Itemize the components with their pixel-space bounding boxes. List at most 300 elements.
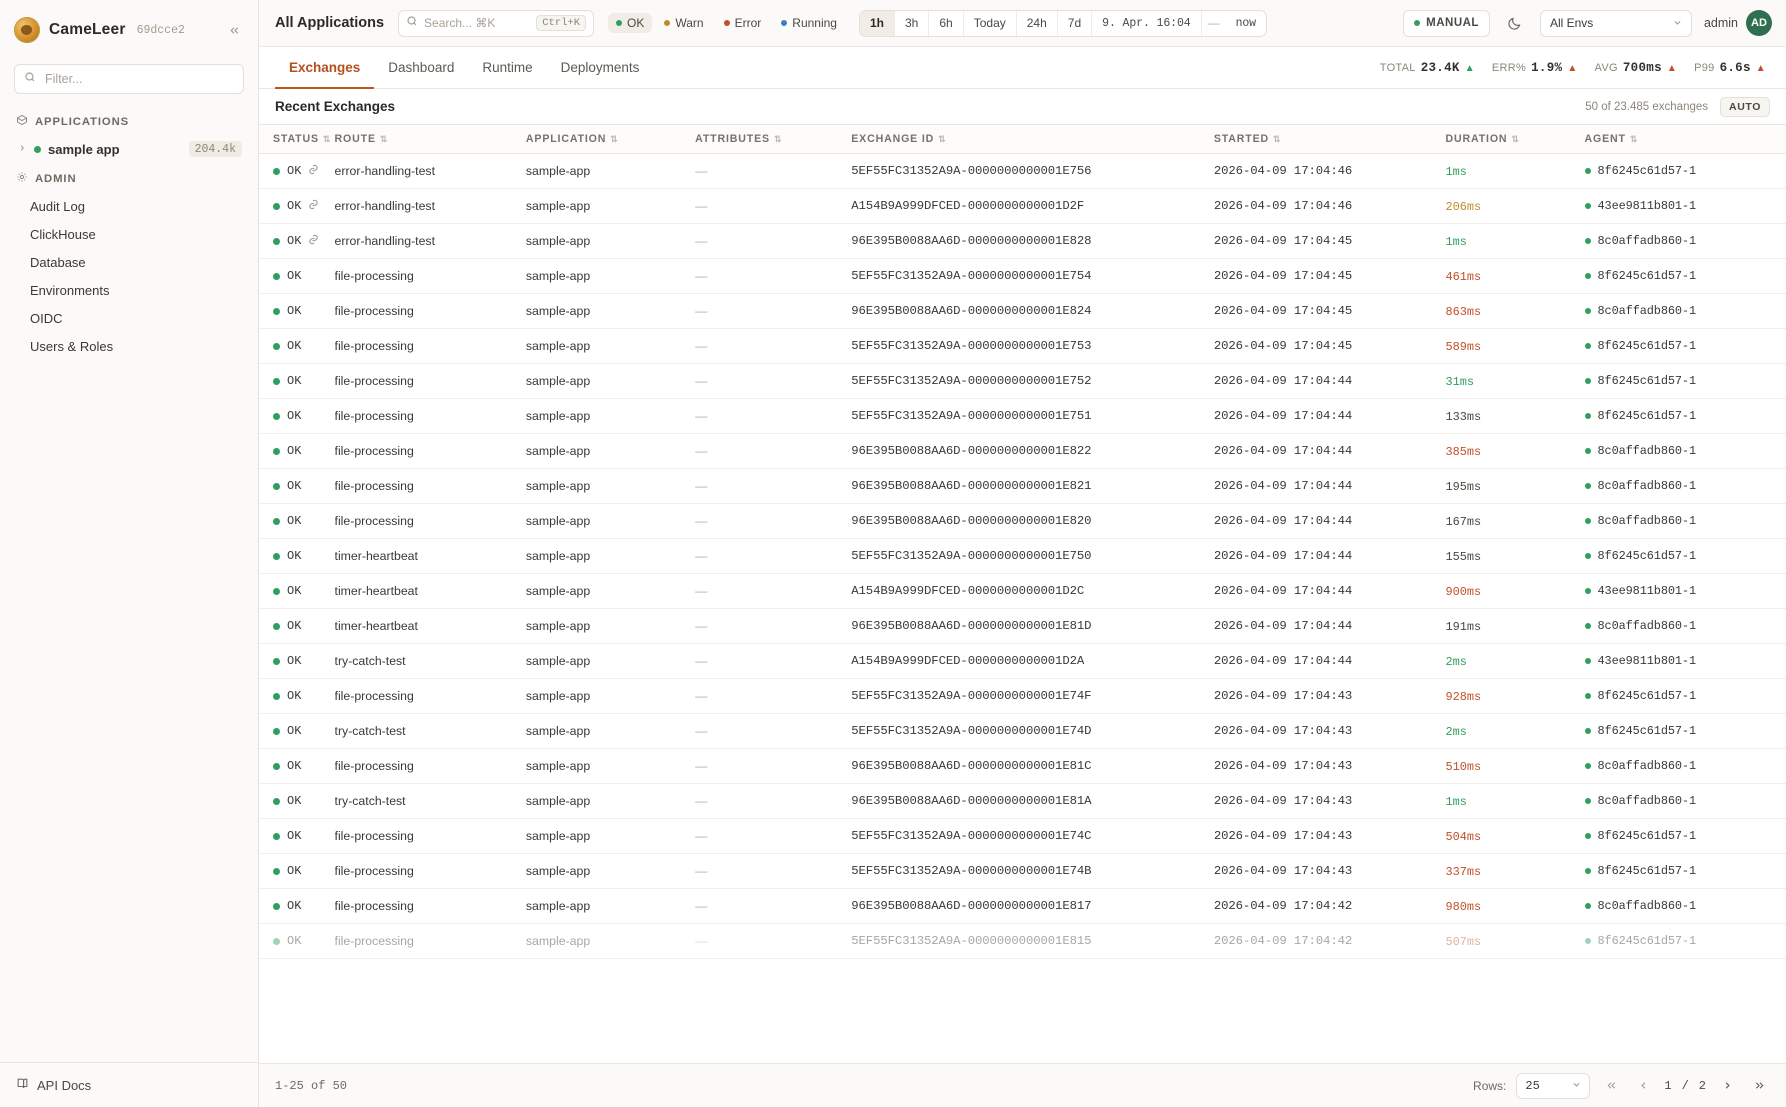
cell-agent [1585, 819, 1786, 854]
manual-refresh-button[interactable] [1403, 10, 1490, 37]
cell-attributes: — [695, 854, 851, 889]
table-row[interactable] [259, 784, 1786, 819]
agent-id: 43ee9811b801-1 [1597, 584, 1696, 598]
cell-attributes: — [695, 364, 851, 399]
cell-agent [1585, 259, 1786, 294]
table-row[interactable] [259, 259, 1786, 294]
cell-route: file-processing [335, 399, 526, 434]
chip-error-label: Error [734, 16, 762, 30]
col-status[interactable] [259, 125, 335, 154]
cell-application: sample-app [526, 784, 695, 819]
table-row[interactable] [259, 469, 1786, 504]
cell-status [259, 609, 335, 644]
agent-id: 8f6245c61d57-1 [1597, 339, 1696, 353]
cell-agent [1585, 504, 1786, 539]
status-dot-ok [273, 833, 280, 840]
cell-status [259, 189, 335, 224]
cell-route: file-processing [335, 924, 526, 959]
cell-duration: 1ms [1446, 154, 1585, 189]
search-placeholder: Search... ⌘K [424, 16, 496, 30]
cell-started: 2026-04-09 17:04:44 [1214, 434, 1446, 469]
cell-exchange-id: A154B9A999DFCED-0000000000001D2A [851, 644, 1214, 679]
agent-id: 8c0affadb860-1 [1597, 794, 1696, 808]
status-dot-ok [34, 146, 41, 153]
agent-status-dot [1585, 518, 1591, 524]
cell-started: 2026-04-09 17:04:46 [1214, 189, 1446, 224]
sidebar-item-audit-log[interactable]: Audit Log [30, 198, 85, 214]
agent-id: 8c0affadb860-1 [1597, 304, 1696, 318]
cell-exchange-id: 96E395B0088AA6D-0000000000001E81C [851, 749, 1214, 784]
table-row[interactable] [259, 399, 1786, 434]
filter-input[interactable] [43, 71, 234, 87]
cell-status [259, 399, 335, 434]
chevron-right-icon[interactable] [18, 144, 27, 154]
agent-id: 8f6245c61d57-1 [1597, 409, 1696, 423]
cell-route: error-handling-test [335, 224, 526, 259]
auto-refresh-button[interactable]: AUTO [1720, 97, 1770, 117]
cell-duration: 504ms [1446, 819, 1585, 854]
tab-deployments[interactable]: Deployments [560, 59, 640, 75]
status-label: OK [287, 619, 302, 633]
cell-attributes: — [695, 504, 851, 539]
rows-per-page-select[interactable] [1516, 1073, 1590, 1099]
status-label: OK [287, 304, 302, 318]
agent-id: 43ee9811b801-1 [1597, 654, 1696, 668]
cell-agent [1585, 294, 1786, 329]
agent-status-dot [1585, 308, 1591, 314]
cell-application: sample-app [526, 609, 695, 644]
admin-section-label: ADMIN [35, 172, 77, 185]
col-attributes-label: ATTRIBUTES [695, 133, 770, 145]
cell-application: sample-app [526, 154, 695, 189]
table-body [259, 154, 1786, 959]
status-dot-ok [273, 728, 280, 735]
trace-link-icon[interactable] [308, 234, 319, 248]
col-started[interactable] [1214, 125, 1446, 154]
cell-status [259, 749, 335, 784]
metrics-summary [1380, 47, 1770, 88]
env-select-value: All Envs [1549, 16, 1594, 30]
cell-agent [1585, 189, 1786, 224]
section-bar-right [1585, 97, 1770, 117]
agent-id: 8c0affadb860-1 [1597, 234, 1696, 248]
cell-route: file-processing [335, 469, 526, 504]
agent-id: 8c0affadb860-1 [1597, 444, 1696, 458]
last-page-button[interactable] [1748, 1074, 1770, 1098]
status-dot-ok [273, 903, 280, 910]
sort-icon: ⇅ [1511, 134, 1520, 144]
cell-started: 2026-04-09 17:04:44 [1214, 504, 1446, 539]
cell-status [259, 854, 335, 889]
cell-application: sample-app [526, 539, 695, 574]
cell-agent [1585, 609, 1786, 644]
manual-label: MANUAL [1426, 17, 1479, 29]
applications-section-label: APPLICATIONS [35, 115, 130, 128]
status-label: OK [287, 234, 302, 248]
metric-total [1380, 61, 1475, 75]
tab-dashboard[interactable]: Dashboard [388, 59, 455, 75]
agent-status-dot [1585, 693, 1591, 699]
metric-err [1492, 61, 1578, 75]
col-route[interactable] [335, 125, 526, 154]
cell-status [259, 924, 335, 959]
cell-agent [1585, 784, 1786, 819]
chip-running[interactable] [773, 13, 845, 33]
prev-page-button[interactable] [1632, 1074, 1654, 1098]
status-dot-ok [273, 588, 280, 595]
cell-agent [1585, 469, 1786, 504]
range-today[interactable]: Today [964, 11, 1017, 36]
cell-started: 2026-04-09 17:04:45 [1214, 329, 1446, 364]
chevron-down-icon [1673, 18, 1682, 29]
cell-duration: 980ms [1446, 889, 1585, 924]
cell-application: sample-app [526, 434, 695, 469]
cell-started: 2026-04-09 17:04:46 [1214, 154, 1446, 189]
col-started-label: STARTED [1213, 133, 1270, 145]
table-row[interactable] [259, 924, 1786, 959]
table-row[interactable] [259, 294, 1786, 329]
filter-box[interactable] [14, 64, 244, 94]
api-docs-label: API Docs [37, 1077, 92, 1093]
status-filter-chips [608, 13, 845, 33]
cell-status [259, 574, 335, 609]
status-label: OK [287, 794, 302, 808]
chip-ok[interactable] [608, 13, 652, 33]
first-page-button[interactable] [1600, 1074, 1622, 1098]
col-application-label: APPLICATION [525, 133, 607, 145]
cell-exchange-id: 5EF55FC31352A9A-0000000000001E74C [851, 819, 1214, 854]
cell-duration: 1ms [1446, 784, 1585, 819]
status-label: OK [287, 374, 302, 388]
table-row[interactable] [259, 504, 1786, 539]
table-row[interactable] [259, 854, 1786, 889]
trace-link-icon[interactable] [308, 164, 319, 178]
cell-application: sample-app [526, 714, 695, 749]
agent-id: 8f6245c61d57-1 [1597, 864, 1696, 878]
cell-attributes: — [695, 224, 851, 259]
cell-status [259, 889, 335, 924]
cell-duration: 337ms [1446, 854, 1585, 889]
next-page-button[interactable] [1716, 1074, 1738, 1098]
page-title: All Applications [275, 15, 385, 31]
metric-p99 [1694, 61, 1766, 75]
cell-duration: 507ms [1446, 924, 1585, 959]
range-6h[interactable]: 6h [929, 11, 963, 36]
range-from[interactable]: 9. Apr. 16:04 [1092, 11, 1201, 36]
cell-route: file-processing [335, 679, 526, 714]
cell-application: sample-app [526, 749, 695, 784]
cell-duration: 385ms [1446, 434, 1585, 469]
cell-agent [1585, 924, 1786, 959]
cell-exchange-id: 96E395B0088AA6D-0000000000001E828 [851, 224, 1214, 259]
sidebar-item-environments[interactable]: Environments [30, 282, 110, 298]
exchanges-table-wrap [259, 124, 1786, 1063]
status-label: OK [287, 514, 302, 528]
metric-p99-label: P99 [1694, 61, 1715, 74]
cell-agent [1585, 434, 1786, 469]
cell-application: sample-app [526, 574, 695, 609]
cell-agent [1585, 854, 1786, 889]
table-row[interactable] [259, 224, 1786, 259]
status-label: OK [287, 479, 302, 493]
chip-error[interactable] [716, 13, 770, 33]
col-application[interactable] [526, 125, 695, 154]
avatar: AD [1746, 10, 1772, 36]
trace-link-icon[interactable] [308, 199, 319, 213]
cell-status [259, 154, 335, 189]
cell-started: 2026-04-09 17:04:43 [1214, 679, 1446, 714]
cell-started: 2026-04-09 17:04:44 [1214, 539, 1446, 574]
cell-exchange-id: 96E395B0088AA6D-0000000000001E81A [851, 784, 1214, 819]
table-row[interactable] [259, 329, 1786, 364]
metric-avg [1595, 61, 1678, 75]
chevrons-left-icon[interactable] [224, 20, 244, 40]
cell-attributes: — [695, 294, 851, 329]
cell-started: 2026-04-09 17:04:43 [1214, 854, 1446, 889]
agent-status-dot [1585, 763, 1591, 769]
cell-status [259, 294, 335, 329]
status-dot-ok [273, 483, 280, 490]
search-input[interactable] [398, 10, 594, 37]
section-bar [259, 89, 1786, 124]
search-icon [24, 70, 36, 88]
status-dot-ok [273, 273, 280, 280]
tab-exchanges[interactable]: Exchanges [275, 47, 374, 89]
status-label: OK [287, 759, 302, 773]
trend-up-icon: ▲ [1567, 62, 1578, 74]
table-row[interactable] [259, 364, 1786, 399]
status-dot-ok [273, 553, 280, 560]
search-shortcut-badge: Ctrl+K [536, 15, 586, 31]
sidebar-filter [0, 60, 258, 106]
cell-status [259, 224, 335, 259]
table-row[interactable] [259, 154, 1786, 189]
cell-attributes: — [695, 609, 851, 644]
status-dot-ok [273, 238, 280, 245]
cell-exchange-id: 96E395B0088AA6D-0000000000001E817 [851, 889, 1214, 924]
table-row[interactable] [259, 189, 1786, 224]
pagination-controls [1473, 1073, 1770, 1099]
cell-application: sample-app [526, 679, 695, 714]
cell-started: 2026-04-09 17:04:42 [1214, 889, 1446, 924]
status-dot-ok [273, 623, 280, 630]
agent-id: 8f6245c61d57-1 [1597, 724, 1696, 738]
table-row[interactable] [259, 609, 1786, 644]
cell-started: 2026-04-09 17:04:43 [1214, 749, 1446, 784]
cell-application: sample-app [526, 329, 695, 364]
status-label: OK [287, 899, 302, 913]
cell-duration: 510ms [1446, 749, 1585, 784]
col-exchange-id[interactable] [851, 125, 1214, 154]
status-dot-ok [616, 20, 622, 26]
chip-running-label: Running [792, 16, 837, 30]
agent-id: 8f6245c61d57-1 [1597, 164, 1696, 178]
cell-status [259, 679, 335, 714]
cell-duration: 191ms [1446, 609, 1585, 644]
col-route-label: ROUTE [334, 133, 376, 145]
cell-application: sample-app [526, 399, 695, 434]
cell-exchange-id: 5EF55FC31352A9A-0000000000001E756 [851, 154, 1214, 189]
cell-application: sample-app [526, 189, 695, 224]
sort-icon: ⇅ [938, 134, 947, 144]
cell-route: error-handling-test [335, 189, 526, 224]
topbar [259, 0, 1786, 47]
table-row[interactable] [259, 574, 1786, 609]
cell-application: sample-app [526, 819, 695, 854]
env-select[interactable] [1540, 10, 1692, 37]
brand-name: CameLeer [49, 21, 126, 38]
moon-icon[interactable] [1502, 10, 1528, 36]
table-row[interactable] [259, 889, 1786, 924]
col-duration-label: DURATION [1445, 133, 1508, 145]
table-row[interactable] [259, 714, 1786, 749]
range-24h[interactable]: 24h [1017, 11, 1058, 36]
table-row[interactable] [259, 749, 1786, 784]
cell-attributes: — [695, 189, 851, 224]
table-row[interactable] [259, 434, 1786, 469]
cell-agent [1585, 539, 1786, 574]
cell-exchange-id: 96E395B0088AA6D-0000000000001E81D [851, 609, 1214, 644]
applications-section-header [0, 106, 258, 135]
rows-per-page-value: 25 [1525, 1078, 1540, 1093]
status-dot-ok [273, 308, 280, 315]
cell-application: sample-app [526, 469, 695, 504]
sidebar-item-users-roles[interactable]: Users & Roles [30, 338, 114, 354]
sidebar-item-database[interactable]: Database [30, 254, 86, 270]
cell-application: sample-app [526, 644, 695, 679]
col-duration[interactable] [1446, 125, 1585, 154]
agent-id: 8f6245c61d57-1 [1597, 269, 1696, 283]
sort-icon: ⇅ [773, 134, 783, 144]
range-3h[interactable]: 3h [895, 11, 929, 36]
agent-status-dot [1585, 483, 1591, 489]
status-dot-ok [273, 798, 280, 805]
api-docs-link[interactable] [0, 1062, 258, 1107]
cell-duration: 928ms [1446, 679, 1585, 714]
cell-route: timer-heartbeat [335, 574, 526, 609]
col-attributes[interactable] [695, 125, 851, 154]
sort-icon: ⇅ [610, 134, 619, 144]
table-footer [259, 1063, 1786, 1107]
page-current: 1 [1664, 1078, 1672, 1093]
cell-agent [1585, 574, 1786, 609]
agent-status-dot [1585, 588, 1591, 594]
table-row[interactable] [259, 819, 1786, 854]
range-to[interactable]: now [1235, 16, 1256, 30]
cell-status [259, 644, 335, 679]
brand[interactable] [0, 0, 258, 60]
status-label: OK [287, 654, 302, 668]
user-menu[interactable] [1704, 10, 1772, 36]
range-1h[interactable]: 1h [860, 11, 895, 36]
cell-started: 2026-04-09 17:04:44 [1214, 364, 1446, 399]
table-row[interactable] [259, 644, 1786, 679]
metric-avg-label: AVG [1594, 61, 1618, 74]
status-dot-ok [273, 763, 280, 770]
cell-exchange-id: 5EF55FC31352A9A-0000000000001E74F [851, 679, 1214, 714]
status-label: OK [287, 339, 302, 353]
cell-duration: 2ms [1446, 714, 1585, 749]
cell-status [259, 364, 335, 399]
chip-warn[interactable] [656, 13, 711, 33]
col-status-label: STATUS [273, 133, 319, 145]
cell-exchange-id: 5EF55FC31352A9A-0000000000001E74D [851, 714, 1214, 749]
status-label: OK [287, 724, 302, 738]
tab-runtime[interactable]: Runtime [482, 59, 533, 75]
status-dot-ok [273, 203, 280, 210]
table-row[interactable] [259, 679, 1786, 714]
sample-app-count: 204.4k [189, 141, 242, 157]
cell-agent [1585, 364, 1786, 399]
cell-duration: 133ms [1446, 399, 1585, 434]
cell-application: sample-app [526, 224, 695, 259]
cell-exchange-id: 96E395B0088AA6D-0000000000001E820 [851, 504, 1214, 539]
col-agent[interactable] [1585, 125, 1786, 154]
tab-bar [259, 47, 1786, 89]
cell-attributes: — [695, 924, 851, 959]
status-label: OK [287, 689, 302, 703]
sidebar-item-sample-app[interactable] [0, 135, 258, 163]
agent-status-dot [1585, 798, 1591, 804]
gear-icon [16, 171, 28, 186]
table-row[interactable] [259, 539, 1786, 574]
agent-status-dot [1585, 868, 1591, 874]
cell-attributes: — [695, 574, 851, 609]
cell-started: 2026-04-09 17:04:44 [1214, 644, 1446, 679]
sidebar-item-oidc[interactable]: OIDC [30, 310, 63, 326]
cell-exchange-id: A154B9A999DFCED-0000000000001D2C [851, 574, 1214, 609]
cell-application: sample-app [526, 889, 695, 924]
range-7d[interactable]: 7d [1058, 11, 1092, 36]
status-dot-ok [273, 658, 280, 665]
agent-id: 8f6245c61d57-1 [1597, 934, 1696, 948]
agent-status-dot [1585, 728, 1591, 734]
cell-started: 2026-04-09 17:04:43 [1214, 819, 1446, 854]
book-icon [16, 1077, 29, 1093]
cell-exchange-id: 5EF55FC31352A9A-0000000000001E815 [851, 924, 1214, 959]
cell-duration: 155ms [1446, 539, 1585, 574]
status-label: OK [287, 829, 302, 843]
cell-duration: 461ms [1446, 259, 1585, 294]
status-dot-ok [273, 938, 280, 945]
cell-duration: 206ms [1446, 189, 1585, 224]
cell-agent [1585, 714, 1786, 749]
cell-application: sample-app [526, 854, 695, 889]
cell-duration: 900ms [1446, 574, 1585, 609]
agent-id: 8f6245c61d57-1 [1597, 374, 1696, 388]
agent-id: 8c0affadb860-1 [1597, 759, 1696, 773]
cell-attributes: — [695, 784, 851, 819]
agent-status-dot [1585, 378, 1591, 384]
admin-section-header [0, 163, 258, 192]
agent-status-dot [1585, 833, 1591, 839]
status-label: OK [287, 549, 302, 563]
user-name: admin [1703, 16, 1738, 30]
sidebar-item-clickhouse[interactable]: ClickHouse [30, 226, 96, 242]
cell-application: sample-app [526, 504, 695, 539]
cell-exchange-id: 96E395B0088AA6D-0000000000001E821 [851, 469, 1214, 504]
sort-icon: ⇅ [1273, 134, 1282, 144]
cell-status [259, 329, 335, 364]
status-dot-ok [273, 343, 280, 350]
cell-application: sample-app [526, 924, 695, 959]
cell-duration: 167ms [1446, 504, 1585, 539]
cell-exchange-id: 5EF55FC31352A9A-0000000000001E753 [851, 329, 1214, 364]
status-dot-ok [273, 448, 280, 455]
metric-total-label: TOTAL [1379, 61, 1416, 74]
cell-agent [1585, 749, 1786, 784]
cell-exchange-id: 5EF55FC31352A9A-0000000000001E751 [851, 399, 1214, 434]
